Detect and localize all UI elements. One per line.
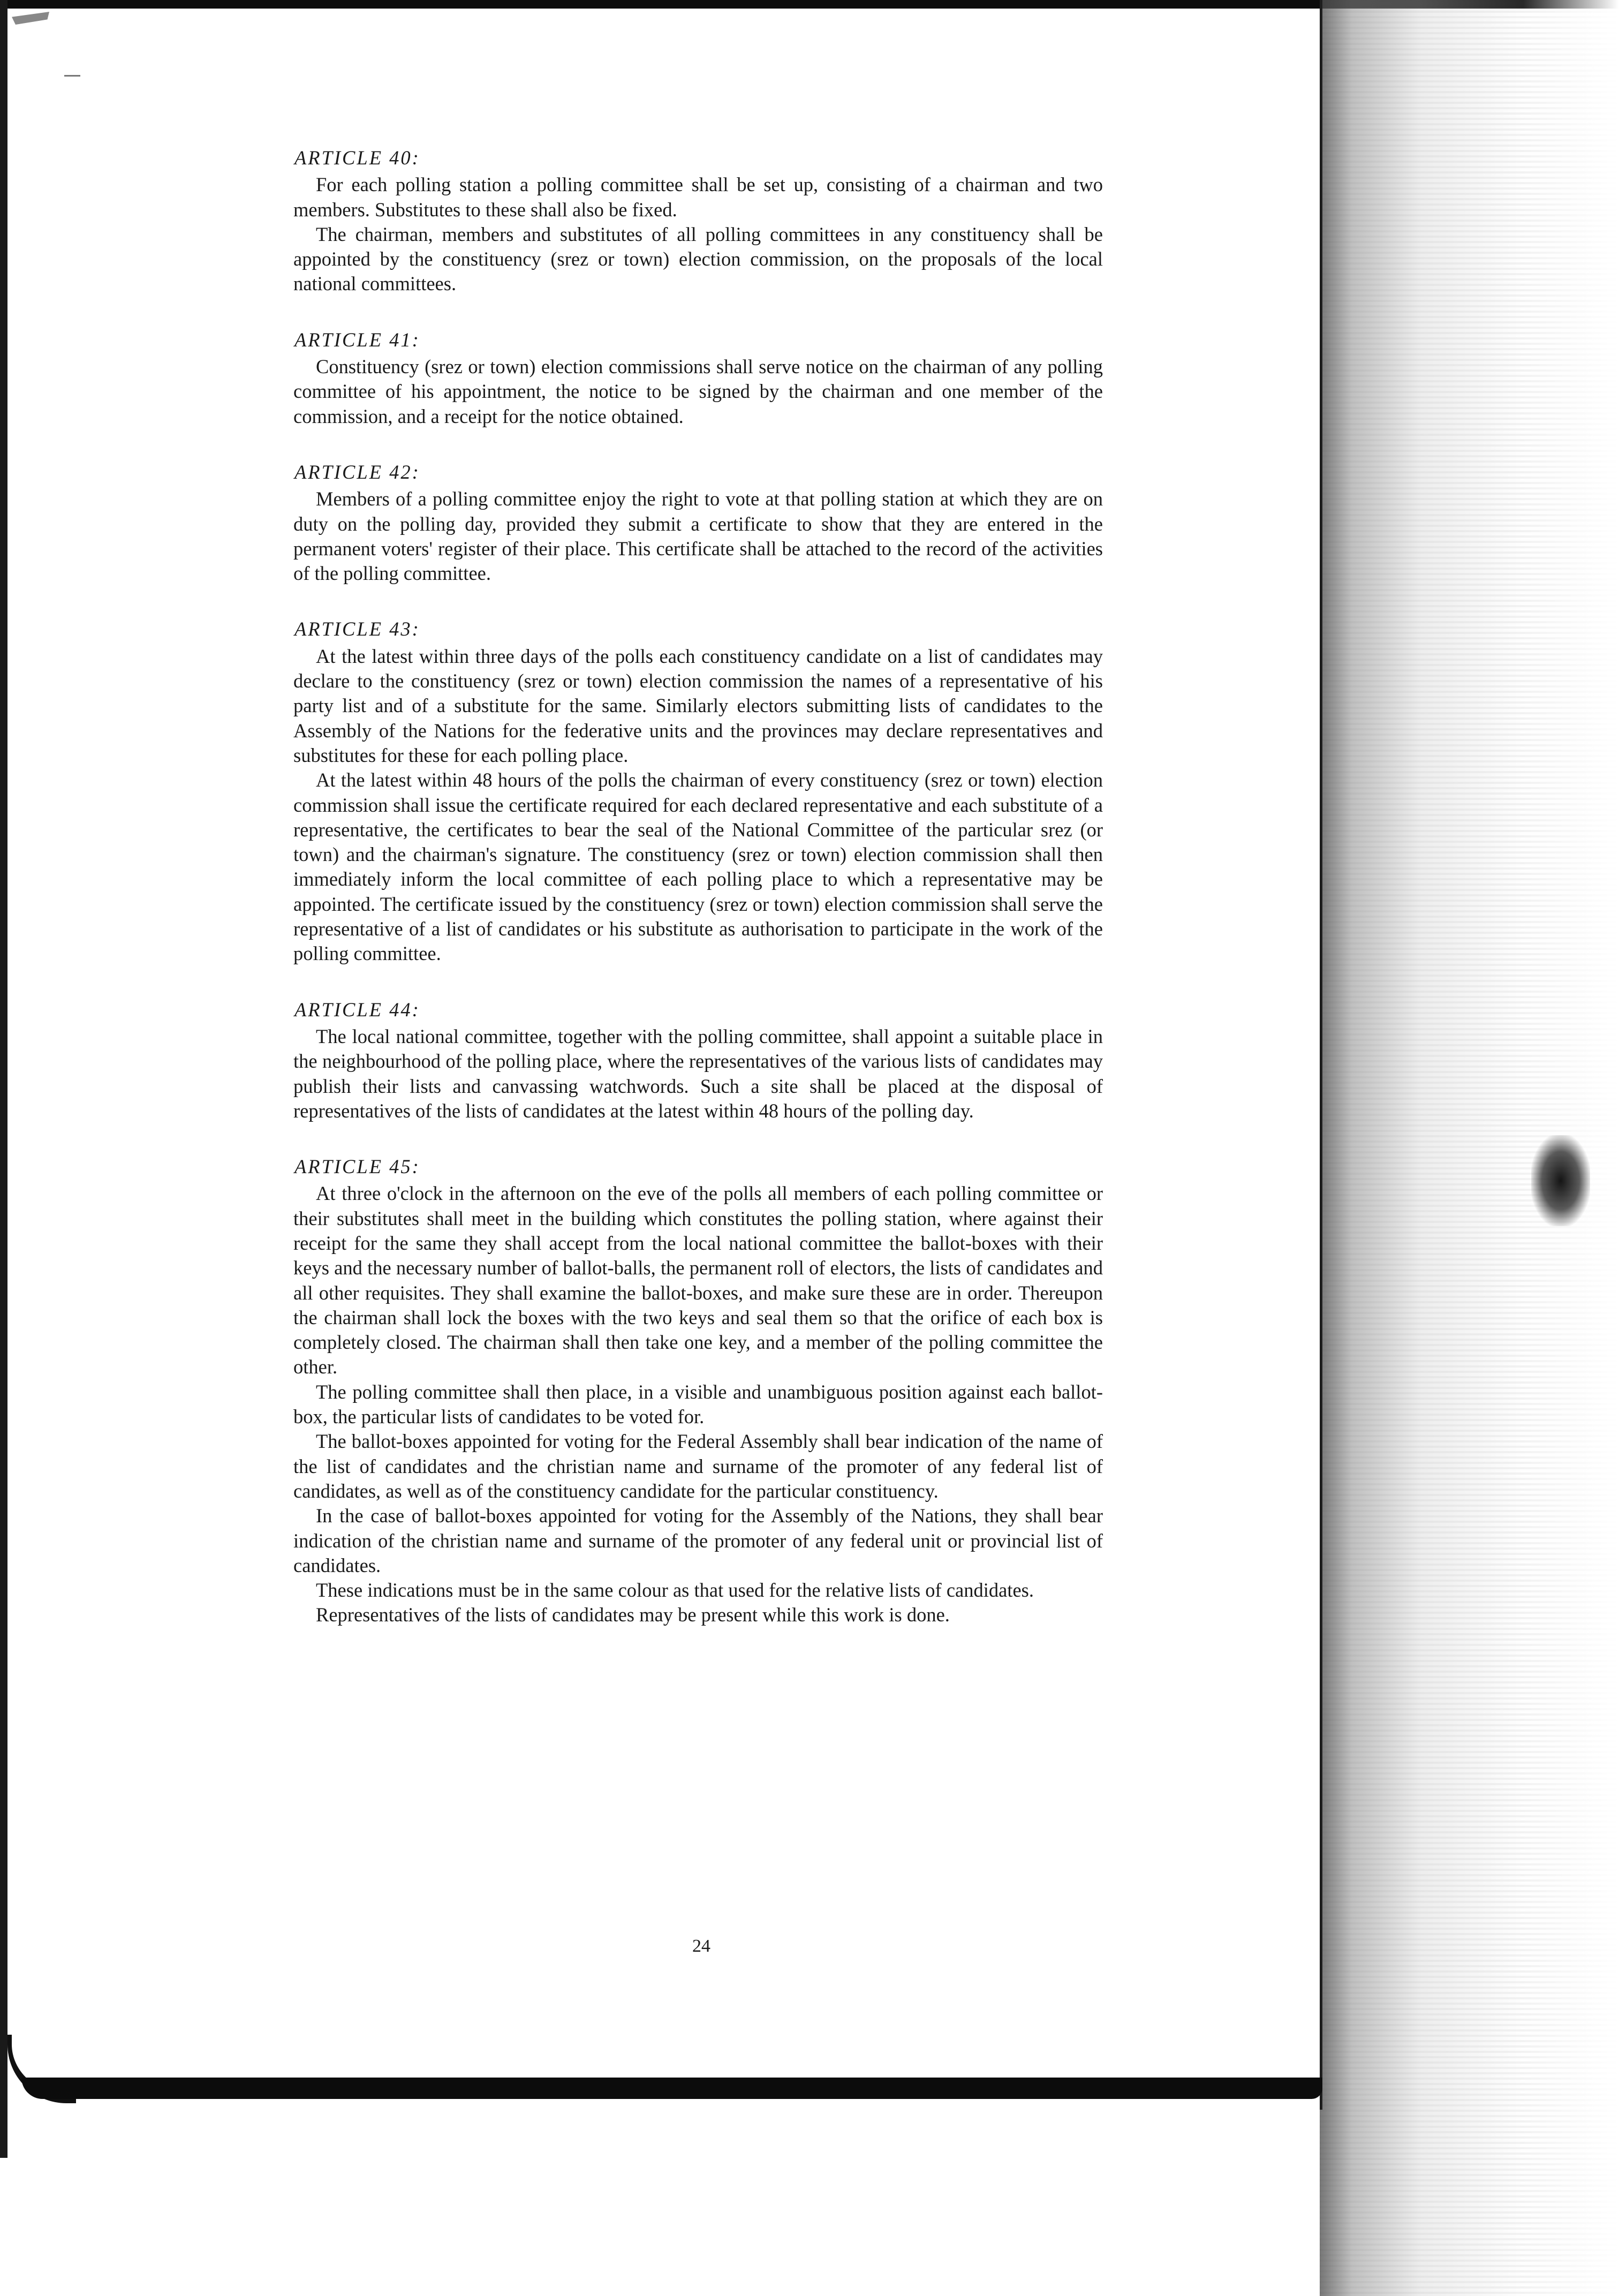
scan-corner-mark xyxy=(12,12,49,25)
article-paragraph: The local national committee, together with the polling committee, shall appoint a suitable place in the neighbourhood of the polling place, where the representatives of the various lists of candidates may publish their lists and canvassing watchwords. Such a site shall be placed at the disposal of representatives of the lists of candidates at the latest within 48 hours of the polling day. xyxy=(293,1025,1103,1122)
article-paragraph: The ballot-boxes appointed for voting for the Federal Assembly shall bear indication of the name of the list of candidates and the christian name and surname of the promoter of any federal list of candidates, as well as of the constituency candidate for the particular constituency. xyxy=(293,1430,1103,1502)
article-paragraph: The chairman, members and substitutes of all polling committees in any constituency shall be appointed by the constituency (srez or town) election commission, on the proposals of the local national committees. xyxy=(293,223,1103,295)
page-right-edge xyxy=(1320,0,1322,2110)
article-paragraph: In the case of ballot-boxes appointed for voting for the Assembly of the Nations, they shall bear indication of the christian name and surname of the promoter of any federal unit or provincial list of candidates. xyxy=(293,1505,1103,1576)
article-43 xyxy=(293,617,1103,966)
scan-bottom-edge xyxy=(21,2078,1322,2099)
page-number: 24 xyxy=(692,1936,710,1956)
article-45 xyxy=(293,1154,1103,1628)
article-paragraph: Members of a polling committee enjoy the right to vote at that polling station at which they are on duty on the polling day, provided they submit a certificate to show that they are entered in the permanent voters' register of their place. This certificate shall be attached to the record of the activities of the polling committee. xyxy=(293,488,1103,585)
article-heading: ARTICLE 40: xyxy=(294,147,420,169)
article-41 xyxy=(293,328,1103,429)
article-heading: ARTICLE 43: xyxy=(294,618,420,640)
margin-mark xyxy=(64,75,80,77)
article-heading: ARTICLE 45: xyxy=(294,1155,420,1178)
article-paragraph: Constituency (srez or town) election commissions shall serve notice on the chairman of any polling committee of his appointment, the notice to be signed by the chairman and one member of the commission, and a receipt for the notice obtained. xyxy=(293,356,1103,427)
article-paragraph: At the latest within 48 hours of the polls the chairman of every constituency (srez or town) election commission shall issue the certificate required for each declared representative and each substitute of a representative, the certificates to bear the seal of the National Committee of the particular srez (or town) and the chairman's signature. The constituency (srez or town) election commission shall then immediately inform the local committee of each polling place to which a representative may be appointed. The certificate issued by the constituency (srez or town) election commission shall serve the representative of a list of candidates or his substitute as authorisation to participate in the work of the polling committee. xyxy=(293,769,1103,965)
article-42 xyxy=(293,460,1103,586)
scan-left-edge xyxy=(0,0,7,2158)
article-heading: ARTICLE 42: xyxy=(294,460,420,483)
article-paragraph: At three o'clock in the afternoon on the eve of the polls all members of each polling committee or their substitutes shall meet in the building which constitutes the polling station, where against their receipt for the same they shall accept from the local national committee the ballot-boxes with their keys and the necessary number of ballot-balls, the permanent roll of electors, the lists of candidates and all other requisites. They shall examine the ballot-boxes, and make sure these are in order. Thereupon the chairman shall lock the boxes with the two keys and seal them so that the orifice of each box is completely closed. The chairman shall then take one key, and a member of the polling committee the other. xyxy=(293,1182,1103,1378)
document-body xyxy=(293,146,1103,1659)
scan-smudge xyxy=(1531,1135,1590,1226)
article-paragraph: At the latest within three days of the polls each constituency candidate on a list of candidates may declare to the constituency (srez or town) election commission the names of a representative of his party list and of a substitute for the same. Similarly electors submitting lists of candidates to the Assembly of the Nations for the federative units and the provinces may declare representatives and substitutes for these for each polling place. xyxy=(293,645,1103,766)
article-44 xyxy=(293,998,1103,1123)
article-paragraph: The polling committee shall then place, in a visible and unambiguous position against each ballot-box, the particular lists of candidates to be voted for. xyxy=(293,1380,1103,1428)
article-paragraph: These indications must be in the same colour as that used for the relative lists of candidates. xyxy=(316,1579,1034,1602)
article-paragraph: For each polling station a polling committee shall be set up, consisting of a chairman and two members. Substitutes to these shall also be fixed. xyxy=(293,173,1103,221)
article-heading: ARTICLE 44: xyxy=(294,998,420,1021)
article-heading: ARTICLE 41: xyxy=(294,328,420,351)
article-paragraph: Representatives of the lists of candidates may be present while this work is done. xyxy=(316,1604,950,1626)
article-40 xyxy=(293,146,1103,297)
